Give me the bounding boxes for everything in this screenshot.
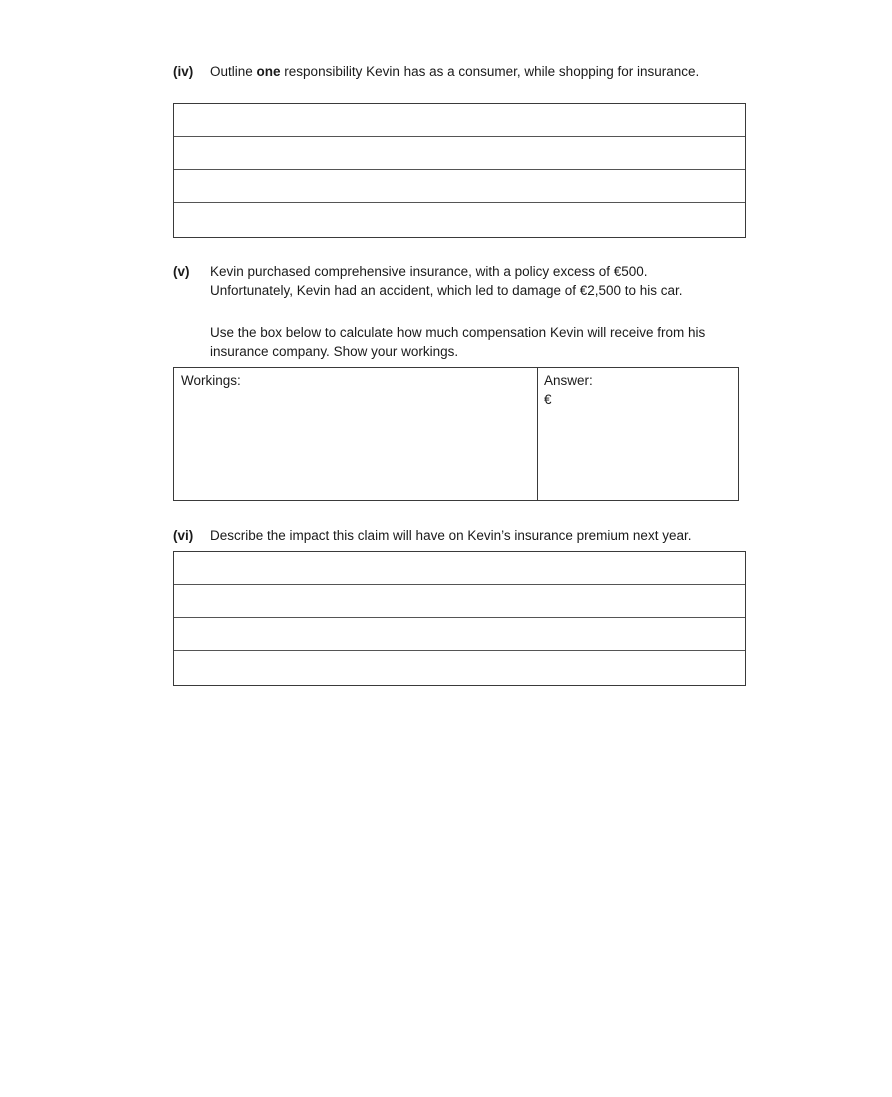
question-v-text: [210, 262, 705, 361]
question-v-line-2: Unfortunately, Kevin had an accident, which led to damage of €2,500 to his car.: [210, 283, 683, 298]
workings-area[interactable]: [174, 368, 538, 500]
question-vi-text: Describe the impact this claim will have on Kevin’s insurance premium next year.: [210, 528, 692, 543]
answer-line[interactable]: [174, 618, 745, 651]
answer-label: Answer:: [544, 373, 593, 388]
question-v-line-1: Kevin purchased comprehensive insurance, with a policy excess of €500.: [210, 264, 648, 279]
answer-box-vi[interactable]: [173, 551, 746, 686]
workings-label: Workings:: [181, 373, 241, 388]
answer-box-iv[interactable]: [173, 103, 746, 238]
answer-line[interactable]: [174, 651, 745, 684]
answer-line[interactable]: [174, 203, 745, 236]
question-iv-number: (iv): [173, 64, 194, 79]
question-iv-emphasis: one: [256, 64, 281, 79]
currency-symbol: €: [544, 392, 552, 407]
answer-line[interactable]: [174, 104, 745, 137]
answer-line[interactable]: [174, 552, 745, 585]
answer-line[interactable]: [174, 137, 745, 170]
question-v-line-3: Use the box below to calculate how much compensation Kevin will receive from his: [210, 325, 706, 340]
question-iv-prefix: Outline: [210, 64, 257, 79]
answer-line[interactable]: [174, 585, 745, 618]
question-v-number: (v): [173, 264, 190, 279]
calculation-box: [173, 367, 739, 501]
question-iv-text: [210, 62, 699, 81]
answer-area[interactable]: [538, 368, 738, 500]
question-vi-number: (vi): [173, 528, 194, 543]
question-iv-suffix: responsibility Kevin has as a consumer, while shopping for insurance.: [280, 64, 700, 79]
question-v-line-4: insurance company. Show your workings.: [210, 344, 459, 359]
answer-line[interactable]: [174, 170, 745, 203]
